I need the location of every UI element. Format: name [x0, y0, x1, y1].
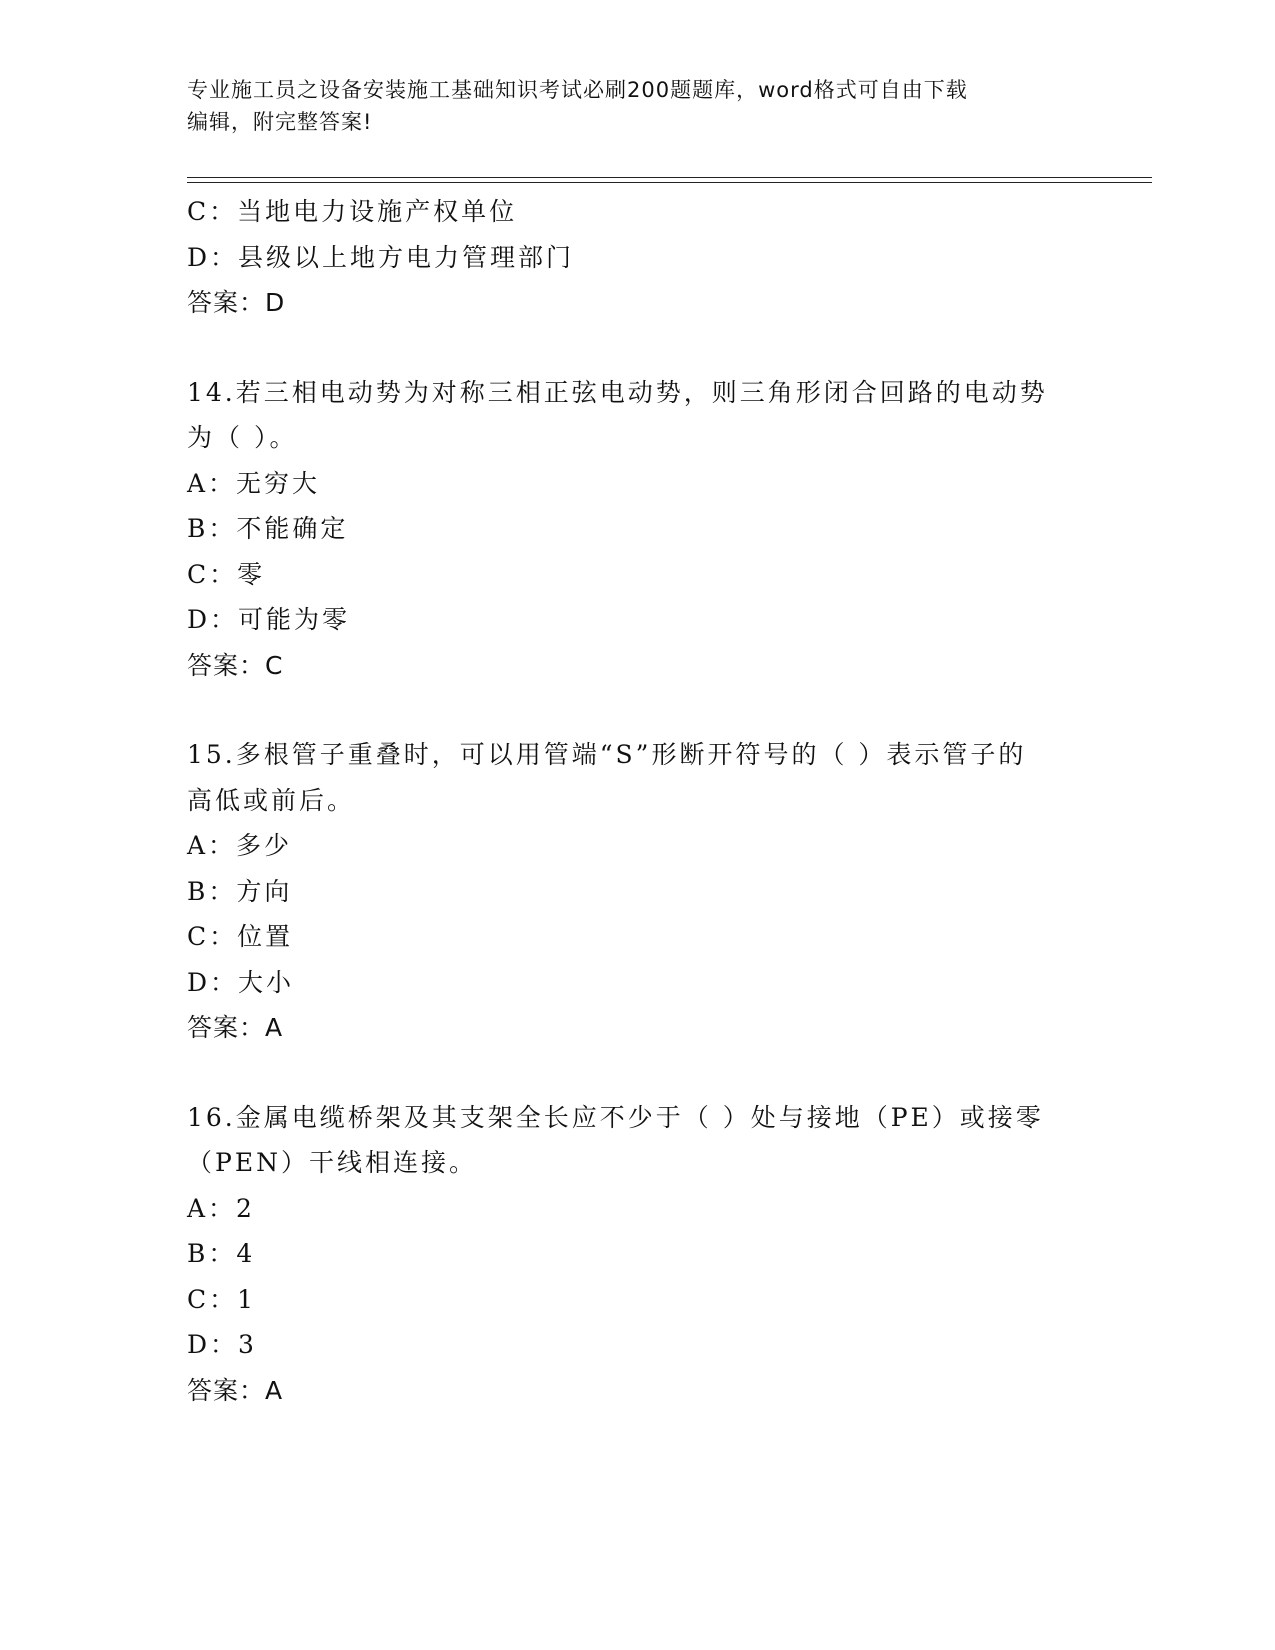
- question-stem-line: 15.多根管子重叠时，可以用管端“S”形断开符号的（ ）表示管子的: [187, 740, 1027, 769]
- answer-line: 答案：A: [187, 1375, 284, 1405]
- question-list: [187, 189, 1087, 1413]
- option-c: C：零: [187, 559, 266, 589]
- option-d: D：大小: [187, 967, 295, 997]
- option-d: D：可能为零: [187, 605, 351, 634]
- question-stem-line: 16.金属电缆桥架及其支架全长应不少于（ ）处与接地（PE）或接零: [187, 1102, 1044, 1132]
- header-line-1: 专业施工员之设备安装施工基础知识考试必刷200题题库，word格式可自由下载: [187, 78, 968, 102]
- option-c: C：位置: [187, 922, 294, 951]
- question-stem-line: 高低或前后。: [187, 785, 356, 815]
- answer-line: 答案：C: [187, 650, 284, 680]
- header-divider-bottom: [187, 182, 1152, 183]
- question-15: [187, 732, 1087, 1051]
- option-b: B：方向: [187, 876, 293, 906]
- spacer: [187, 326, 1087, 370]
- option-c: C：1: [187, 1284, 257, 1314]
- option-a: A：多少: [187, 831, 293, 860]
- header-line-2: 编辑，附完整答案!: [187, 110, 373, 134]
- question-stem-line: 为（ ）。: [187, 423, 298, 452]
- option-d: D：3: [187, 1330, 257, 1359]
- question-stem-line: 14.若三相电动势为对称三相正弦电动势，则三角形闭合回路的电动势: [187, 377, 1048, 407]
- option-b: B：4: [187, 1239, 256, 1268]
- question-stem-line: （PEN）干线相连接。: [187, 1148, 477, 1177]
- option-a: A：2: [187, 1193, 255, 1223]
- document-header: [187, 74, 1067, 138]
- header-divider-top: [187, 177, 1152, 178]
- answer-line: 答案：A: [187, 1013, 284, 1042]
- spacer: [187, 688, 1087, 732]
- question-14: [187, 370, 1087, 689]
- option-a: A：无穷大: [187, 468, 321, 498]
- option-c: C：当地电力设施产权单位: [187, 197, 518, 226]
- option-b: B：不能确定: [187, 514, 349, 543]
- question-13-continued: [187, 189, 1087, 326]
- answer-line: 答案：D: [187, 288, 286, 317]
- option-d: D：县级以上地方电力管理部门: [187, 242, 575, 272]
- question-16: [187, 1095, 1087, 1414]
- spacer: [187, 1051, 1087, 1095]
